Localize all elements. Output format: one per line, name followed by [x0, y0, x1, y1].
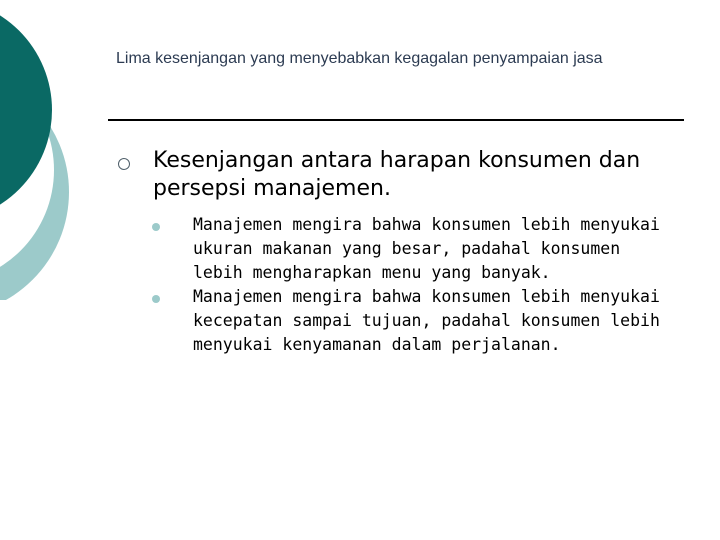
sub-point-list: [0, 213, 720, 357]
filled-circle-bullet-icon: [152, 223, 160, 231]
filled-circle-bullet-icon: [152, 295, 160, 303]
sub-point-text: Manajemen mengira bahwa konsumen lebih menyukai kecepatan sampai tujuan, padahal konsumen lebih menyukai kenyamanan dalam perjalanan.: [193, 287, 660, 354]
sub-point: [0, 285, 673, 357]
main-point: Kesenjangan antara harapan konsumen dan persepsi manajemen.: [153, 148, 641, 201]
hollow-circle-bullet-icon: [118, 158, 130, 170]
slide-title: Lima kesenjangan yang menyebabkan kegagalan penyampaian jasa: [116, 50, 603, 67]
title-divider: [108, 119, 684, 121]
sub-point-text: Manajemen mengira bahwa konsumen lebih menyukai ukuran makanan yang besar, padahal konsumen lebih mengharapkan menu yang banyak.: [193, 215, 660, 282]
sub-point: [0, 213, 673, 285]
